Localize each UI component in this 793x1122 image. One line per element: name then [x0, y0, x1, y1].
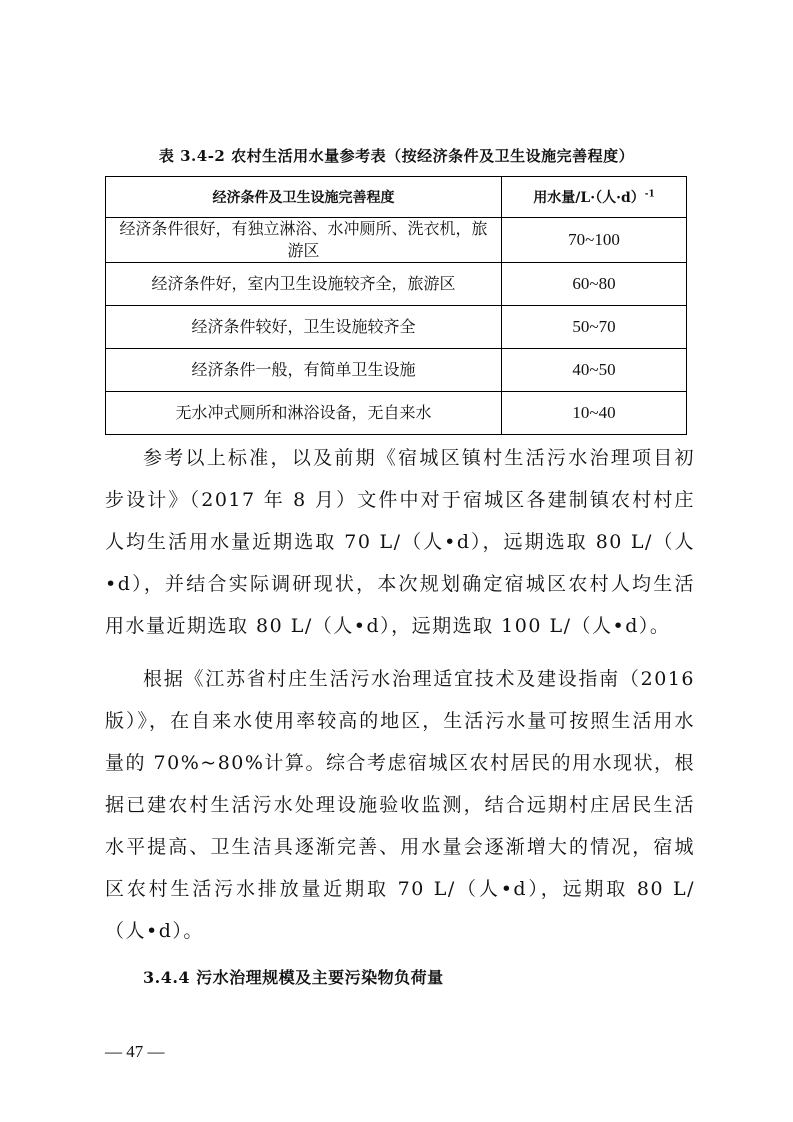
water-usage-table	[105, 176, 687, 435]
table-row	[106, 392, 687, 435]
header-usage-label: 用水量/L·（人·d）	[533, 190, 645, 206]
usage-cell: 60~80	[502, 263, 687, 306]
table-header-row	[106, 177, 687, 218]
condition-cell: 经济条件一般，有简单卫生设施	[106, 349, 502, 392]
section-heading: 3.4.4 污水治理规模及主要污染物负荷量	[143, 968, 444, 987]
usage-cell: 10~40	[502, 392, 687, 435]
condition-cell: 经济条件很好，有独立淋浴、水冲厕所、洗衣机，旅游区	[106, 218, 502, 263]
condition-cell: 无水冲式厕所和淋浴设备，无自来水	[106, 392, 502, 435]
table-row	[106, 306, 687, 349]
body-text-2	[105, 658, 695, 952]
table-row	[106, 263, 687, 306]
usage-cell: 50~70	[502, 306, 687, 349]
header-usage-superscript: -1	[644, 189, 655, 200]
table-row	[106, 349, 687, 392]
paragraph-sewage-estimate: 根据《江苏省村庄生活污水治理适宜技术及建设指南（2016 版）》，在自来水使用率较高的地区，生活污水量可按照生活用水量的 70%~80%计算。综合考虑宿城区农村居民的用水现状，根据已建农村生活污水处理设施验收监测，结合远期村庄居民生活水平提高、卫生洁具逐渐完善、用水量会逐渐增大的情况，宿城区农村生活污水排放量近期取 70 L/（人•d），远期取 80 L/（人•d）。	[105, 668, 695, 942]
header-usage	[502, 177, 687, 218]
condition-cell: 经济条件好，室内卫生设施较齐全，旅游区	[106, 263, 502, 306]
table-row	[106, 218, 687, 263]
paragraph-reference-standard: 参考以上标准，以及前期《宿城区镇村生活污水治理项目初步设计》（2017 年 8 月）文件中对于宿城区各建制镇农村村庄人均生活用水量近期选取 70 L/（人•d），远期选取 80 L/（人•d），并结合实际调研现状，本次规划确定宿城区农村人均生活用水量近期选取 80 L/（人•d），远期选取 100 L/（人•d）。	[105, 447, 695, 637]
condition-cell: 经济条件较好，卫生设施较齐全	[106, 306, 502, 349]
table-caption: 表 3.4-2 农村生活用水量参考表（按经济条件及卫生设施完善程度）	[158, 147, 635, 165]
body-text	[105, 437, 695, 647]
header-condition: 经济条件及卫生设施完善程度	[106, 177, 502, 218]
usage-cell: 40~50	[502, 349, 687, 392]
page-number: — 47 —	[105, 1042, 165, 1061]
usage-cell: 70~100	[502, 218, 687, 263]
